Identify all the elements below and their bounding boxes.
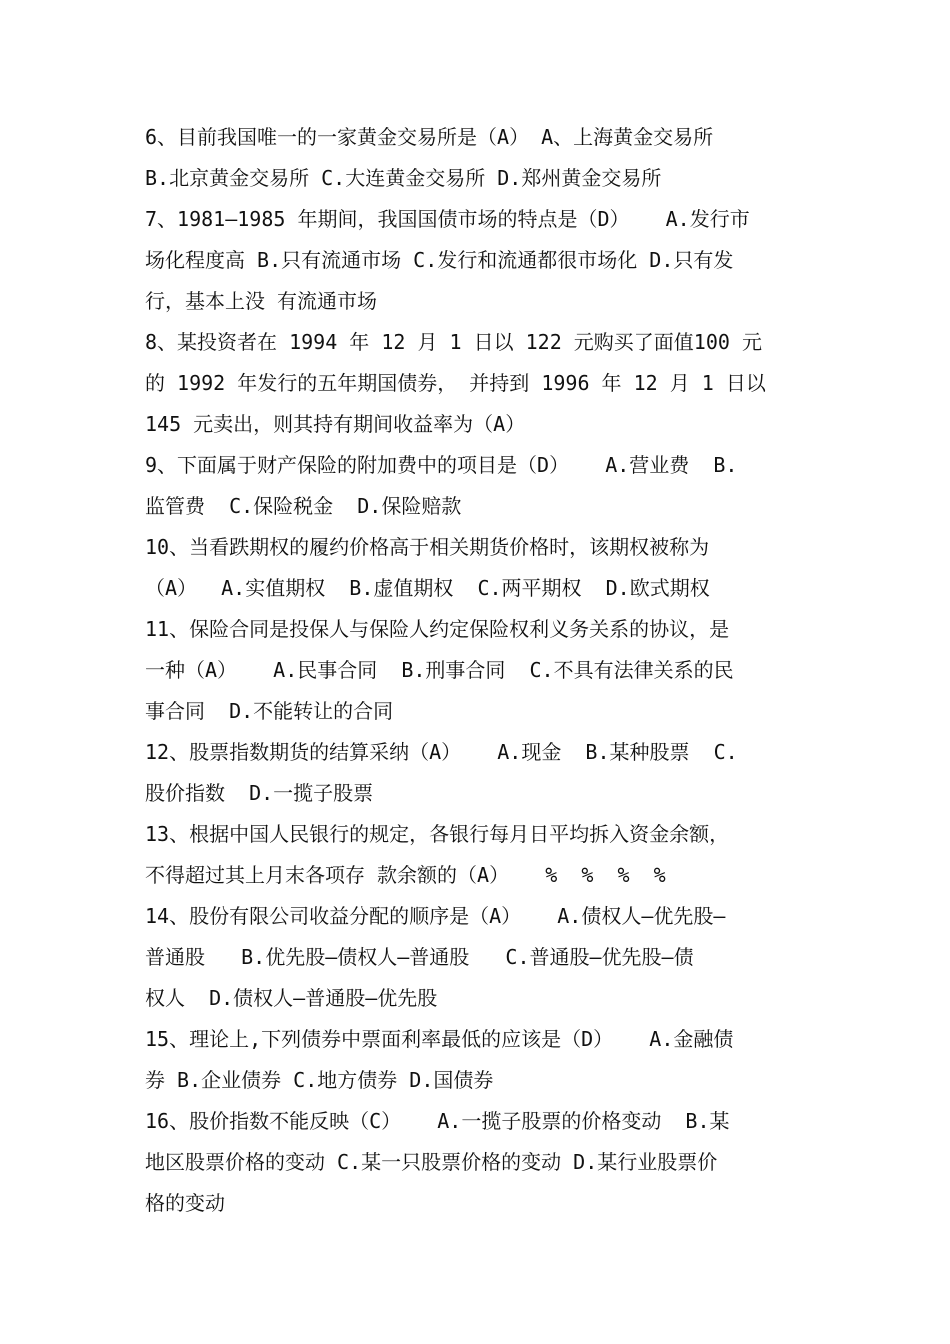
text-line: 16、股价指数不能反映（C） A.一揽子股票的价格变动 B.某 (145, 1109, 730, 1133)
text-line: 监管费 C.保险税金 D.保险赔款 (145, 494, 462, 518)
text-line: 行，基本上没 有流通市场 (145, 289, 378, 313)
text-line: 12、股票指数期货的结算采纳（A） A.现金 B.某种股票 C. (145, 740, 738, 764)
text-line: 15、理论上,下列债券中票面利率最低的应该是（D） A.金融债 (145, 1027, 734, 1051)
text-line: 的 1992 年发行的五年期国债券， 并持到 1996 年 12 月 1 日以 (145, 371, 766, 395)
text-line: 9、下面属于财产保险的附加费中的项目是（D） A.营业费 B. (145, 453, 738, 477)
text-line: 13、根据中国人民银行的规定，各银行每月日平均拆入资金余额， (145, 822, 730, 846)
text-line: 地区股票价格的变动 C.某一只股票价格的变动 D.某行业股票价 (145, 1150, 718, 1174)
text-line: 8、某投资者在 1994 年 12 月 1 日以 122 元购买了面值100 元 (145, 330, 762, 354)
text-line: 11、保险合同是投保人与保险人约定保险权利义务关系的协议，是 (145, 617, 730, 641)
text-line: 券 B.企业债券 C.地方债券 D.国债券 (145, 1068, 494, 1092)
text-line: 格的变动 (145, 1191, 225, 1215)
text-line: 事合同 D.不能转让的合同 (145, 699, 394, 723)
text-line: 6、目前我国唯一的一家黄金交易所是（A） A、上海黄金交易所 (145, 125, 714, 149)
text-line: 普通股 B.优先股—债权人—普通股 C.普通股—优先股—债 (145, 945, 694, 969)
text-line: 一种（A） A.民事合同 B.刑事合同 C.不具有法律关系的民 (145, 658, 734, 682)
text-line: 权人 D.债权人—普通股—优先股 (145, 986, 438, 1010)
text-line: 7、1981—1985 年期间，我国国债市场的特点是（D） A.发行市 (145, 207, 750, 231)
text-line: 145 元卖出，则其持有期间收益率为（A） (145, 412, 526, 436)
question-text-block (145, 117, 807, 1224)
text-line: 场化程度高 B.只有流通市场 C.发行和流通都很市场化 D.只有发 (145, 248, 734, 272)
text-line: B.北京黄金交易所 C.大连黄金交易所 D.郑州黄金交易所 (145, 166, 662, 190)
text-line: 股价指数 D.一揽子股票 (145, 781, 374, 805)
text-line: 14、股份有限公司收益分配的顺序是（A） A.债权人—优先股— (145, 904, 726, 928)
text-line: （A） A.实值期权 B.虚值期权 C.两平期权 D.欧式期权 (145, 576, 710, 600)
text-line: 10、当看跌期权的履约价格高于相关期货价格时，该期权被称为 (145, 535, 710, 559)
text-line: 不得超过其上月末各项存 款余额的（A） % % % % (145, 863, 666, 887)
